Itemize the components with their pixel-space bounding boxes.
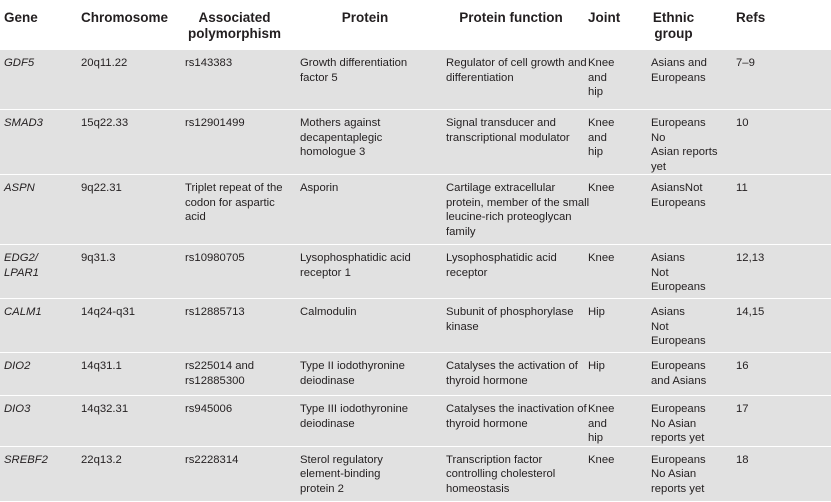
cell-line: Transcription factor <box>446 453 543 466</box>
cell-line: Europeans <box>651 403 706 415</box>
cell-ethnic <box>633 446 714 501</box>
cell-line: rs12885713 <box>185 306 245 318</box>
cell-line: Lysophosphatidic acid <box>300 252 411 264</box>
cell-line: Not <box>651 266 669 279</box>
cell-line: receptor <box>446 266 488 279</box>
cell-function <box>438 245 584 299</box>
cell-line: thyroid hormone <box>446 417 528 430</box>
cell-chromosome: 20q11.22 <box>77 50 177 110</box>
cell-refs: 7–9 <box>714 50 831 110</box>
table-row <box>0 245 831 299</box>
cell-line: reports yet <box>651 482 705 495</box>
cell-protein <box>292 396 438 447</box>
header-chromosome: Chromosome <box>81 10 169 25</box>
cell-gene <box>0 353 77 396</box>
cell-line: differentiation <box>446 71 514 84</box>
cell-gene <box>0 396 77 447</box>
cell-line: Knee <box>588 182 615 194</box>
cell-line: Knee <box>588 117 615 129</box>
cell-line: DIO2 <box>4 360 31 372</box>
cell-line: transcriptional modulator <box>446 131 570 144</box>
header-function: Protein function <box>459 10 563 25</box>
cell-protein <box>292 245 438 299</box>
cell-line: Subunit of phosphorylase <box>446 306 574 318</box>
table-row <box>0 353 831 396</box>
cell-line: AsiansNot <box>651 182 703 194</box>
cell-line: reports yet <box>651 432 705 444</box>
cell-line: controlling cholesterol <box>446 468 556 480</box>
cell-line: Europeans <box>651 335 706 347</box>
cell-line: Asporin <box>300 182 339 194</box>
header-polymorphism <box>177 0 292 50</box>
cell-chromosome: 14q32.31 <box>77 396 177 447</box>
header-ethnic-line: group <box>654 26 693 41</box>
cell-line: DIO3 <box>4 403 31 415</box>
cell-line: yet <box>651 160 667 173</box>
cell-line: hip <box>588 146 604 158</box>
cell-chromosome: 9q22.31 <box>77 175 177 245</box>
cell-line: Lysophosphatidic acid <box>446 252 557 264</box>
cell-line: Europeans <box>651 281 706 293</box>
cell-line: Regulator of cell growth and <box>446 57 587 69</box>
cell-line: Europeans <box>651 360 706 372</box>
cell-line: Cartilage extracellular <box>446 182 556 194</box>
cell-protein <box>292 353 438 396</box>
cell-gene <box>0 175 77 245</box>
cell-line: homeostasis <box>446 482 510 495</box>
cell-refs: 10 <box>714 110 831 175</box>
cell-line: rs10980705 <box>185 252 245 264</box>
cell-refs: 16 <box>714 353 831 396</box>
cell-joint <box>584 110 633 175</box>
cell-polymorphism <box>177 50 292 110</box>
cell-line: Hip <box>588 306 605 318</box>
cell-polymorphism <box>177 299 292 353</box>
header-polymorphism-line: Associated <box>198 10 271 25</box>
cell-line: rs143383 <box>185 57 233 69</box>
cell-protein <box>292 446 438 501</box>
cell-line: No <box>651 131 666 144</box>
cell-function <box>438 299 584 353</box>
cell-chromosome: 15q22.33 <box>77 110 177 175</box>
cell-ethnic <box>633 50 714 110</box>
cell-line: rs12901499 <box>185 117 245 129</box>
cell-refs: 14,15 <box>714 299 831 353</box>
cell-line: Knee <box>588 57 615 69</box>
cell-line: family <box>446 225 476 238</box>
cell-protein <box>292 110 438 175</box>
cell-line: homologue 3 <box>300 146 366 158</box>
cell-line: Hip <box>588 360 605 372</box>
cell-ethnic <box>633 396 714 447</box>
cell-line: decapentaplegic <box>300 131 383 144</box>
cell-protein <box>292 50 438 110</box>
cell-polymorphism <box>177 110 292 175</box>
cell-refs: 17 <box>714 396 831 447</box>
cell-joint <box>584 245 633 299</box>
cell-refs: 11 <box>714 175 831 245</box>
header-refs: Refs <box>736 10 766 25</box>
cell-line: SREBF2 <box>4 453 48 466</box>
cell-line: Asian reports <box>651 146 718 158</box>
cell-gene <box>0 110 77 175</box>
cell-polymorphism <box>177 446 292 501</box>
cell-line: Type III iodothyronine <box>300 403 409 415</box>
cell-joint <box>584 175 633 245</box>
cell-function <box>438 50 587 110</box>
cell-line: hip <box>588 86 604 98</box>
cell-gene <box>0 245 77 299</box>
cell-line: No Asian <box>651 417 697 430</box>
cell-gene <box>0 299 77 353</box>
cell-line: Asians and <box>651 57 707 69</box>
cell-protein <box>292 175 438 245</box>
cell-joint <box>584 299 633 353</box>
cell-line: rs225014 and <box>185 360 255 372</box>
cell-line: codon for aspartic <box>185 196 275 209</box>
header-ethnic-line: Ethnic <box>652 10 695 25</box>
cell-line: SMAD3 <box>4 117 43 129</box>
cell-ethnic <box>633 299 714 353</box>
header-gene: Gene <box>4 10 38 25</box>
cell-gene <box>0 50 77 110</box>
cell-line: deiodinase <box>300 374 355 387</box>
cell-line: Europeans <box>651 196 706 209</box>
cell-ethnic <box>633 110 718 175</box>
cell-line: acid <box>185 211 206 223</box>
cell-line: LPAR1 <box>4 266 39 279</box>
table-row <box>0 50 831 110</box>
cell-line: GDF5 <box>4 57 35 69</box>
cell-line: Europeans <box>651 117 706 129</box>
cell-refs: 12,13 <box>714 245 831 299</box>
cell-chromosome: 9q31.3 <box>77 245 177 299</box>
cell-chromosome: 14q31.1 <box>77 353 177 396</box>
cell-chromosome: 14q24-q31 <box>77 299 177 353</box>
cell-line: Triplet repeat of the <box>185 182 283 194</box>
cell-function <box>438 175 590 245</box>
cell-line: deiodinase <box>300 417 355 430</box>
cell-line: rs2228314 <box>185 453 239 466</box>
cell-line: rs945006 <box>185 403 233 415</box>
cell-ethnic <box>633 175 714 245</box>
cell-polymorphism <box>177 245 292 299</box>
cell-line: Knee <box>588 403 615 415</box>
cell-line: Catalyses the activation of <box>446 360 578 372</box>
cell-line: Growth differentiation <box>300 57 408 69</box>
cell-line: Calmodulin <box>300 306 357 318</box>
cell-line: Asians <box>651 252 685 264</box>
cell-line: thyroid hormone <box>446 374 528 387</box>
cell-line: leucine-rich proteoglycan <box>446 211 572 223</box>
cell-polymorphism <box>177 353 292 396</box>
header-ethnic <box>633 0 714 50</box>
table-row <box>0 396 831 447</box>
cell-chromosome: 22q13.2 <box>77 446 177 501</box>
cell-line: Knee <box>588 453 615 466</box>
cell-line: CALM1 <box>4 306 42 318</box>
cell-joint <box>584 353 633 396</box>
cell-line: Catalyses the inactivation of <box>446 403 587 415</box>
cell-line: receptor 1 <box>300 266 351 279</box>
cell-line: and <box>588 417 607 430</box>
cell-line: factor 5 <box>300 71 338 84</box>
table-row <box>0 175 831 245</box>
table-row <box>0 110 831 175</box>
cell-gene <box>0 446 77 501</box>
cell-function <box>438 396 587 447</box>
cell-ethnic <box>633 353 714 396</box>
header-row <box>0 0 831 50</box>
cell-joint <box>584 50 633 110</box>
cell-line: ASPN <box>4 182 35 194</box>
cell-polymorphism <box>177 175 292 245</box>
header-protein: Protein <box>341 10 389 25</box>
cell-ethnic <box>633 245 714 299</box>
cell-line: rs12885300 <box>185 374 245 387</box>
header-polymorphism-line: polymorphism <box>187 26 281 41</box>
header-joint: Joint <box>588 10 621 25</box>
table-row <box>0 299 831 353</box>
cell-refs: 18 <box>714 446 831 501</box>
cell-polymorphism <box>177 396 292 447</box>
cell-line: Signal transducer and <box>446 117 556 129</box>
cell-line: EDG2/ <box>4 252 38 264</box>
cell-line: element-binding <box>300 468 381 480</box>
cell-line: protein, member of the small <box>446 196 590 209</box>
cell-joint <box>584 396 633 447</box>
cell-line: protein 2 <box>300 482 344 495</box>
cell-line: Type II iodothyronine <box>300 360 405 372</box>
cell-line: Mothers against <box>300 117 381 129</box>
cell-line: Europeans <box>651 453 706 466</box>
cell-line: and <box>588 71 607 84</box>
cell-joint <box>584 446 633 501</box>
cell-line: Not <box>651 320 669 333</box>
cell-line: Europeans <box>651 71 706 84</box>
cell-protein <box>292 299 438 353</box>
cell-function <box>438 110 584 175</box>
table-row <box>0 446 831 501</box>
cell-function <box>438 446 584 501</box>
cell-line: Sterol regulatory <box>300 453 383 466</box>
cell-line: Asians <box>651 306 685 318</box>
cell-line: No Asian <box>651 468 697 480</box>
cell-line: kinase <box>446 320 479 333</box>
cell-line: and Asians <box>651 374 707 387</box>
cell-line: hip <box>588 432 604 444</box>
cell-line: and <box>588 131 607 144</box>
cell-function <box>438 353 584 396</box>
cell-line: Knee <box>588 252 615 264</box>
